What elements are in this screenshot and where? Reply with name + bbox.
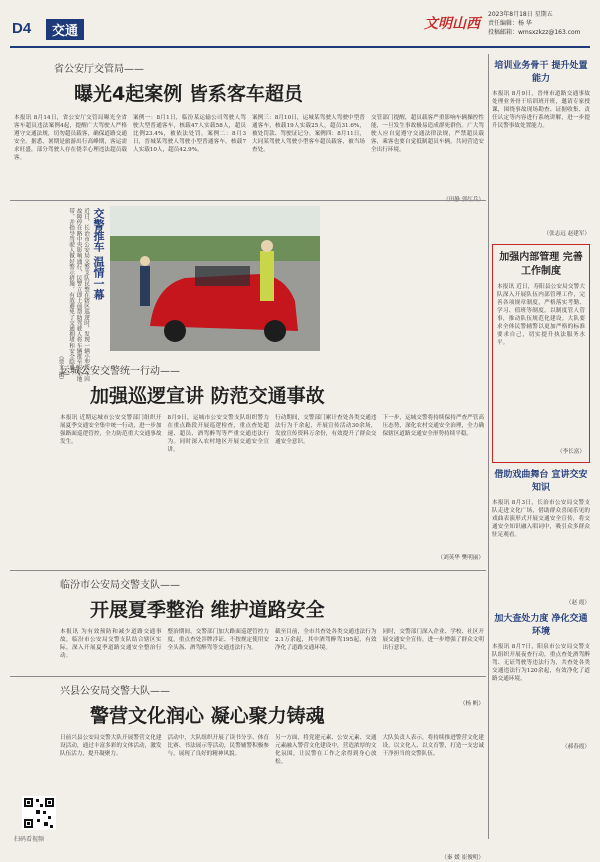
brief-title: 借助戏曲舞台 宣讲交安知识 [494,470,588,493]
story-column: 本报讯 8月14日，省公安厅交管局曝光全省客车超员违法案例4起，提醒广大驾驶人严格遵守交通法规，切勿超员载客，确保道路交通安全。据悉，暑期是旅游出行高峰期，客运需求旺盛，部分驾驶人存在侥幸心理违法超员载客。 [14,115,127,161]
story-byline: （田静 郭红兵） [443,197,484,203]
brief-byline: （张志远 赵建军） [543,231,590,237]
story-column: 另一方面，将党建元素、公安元素、交通元素融入警营文化建设中，营造浓厚的文化氛围，让民警在工作之余得到身心放松。 [275,735,377,765]
story-column: 案例一：8月1日，临汾某运输公司驾驶人驾驶大型普通客车，核载47人实载58人，超员比例23.4%，被依法处罚。案例二：8月3日，晋城某驾驶人驾驶小型普通客车，核载7人实载10人，超员42.9%。 [133,115,246,153]
section-tag: 交通 [46,19,84,40]
story-column: 活动中，大队组织开展了读书分享、体育比赛、书法展示等活动，民警辅警积极参与，展现了良好的精神风貌。 [167,735,269,757]
page-header [0,0,600,48]
story-kicker: 省公安厅交管局—— [54,64,144,75]
header-rule [10,46,590,48]
story-column: 日前兴县公安局交警大队开展警营文化建设活动，通过丰富多彩的文体活动，激发队伍活力，提升凝聚力。 [60,735,162,757]
story-headline: 开展夏季整治 维护道路安全 [90,599,325,621]
story-case-exposure [14,60,484,204]
brief-enforcement [492,613,590,751]
story-column: 交管部门提醒，超员载客严重影响车辆操控性能，一旦发生事故极易造成群死群伤。广大驾驶人应自觉遵守交通法律法规，严禁超员载客，乘客也要自觉抵制超员车辆，共同营造安全出行环境。 [371,115,484,153]
photo-caption [40,208,105,383]
story-column: 本报讯 近期运城市公安交警部门组织开展夏季交通安全集中统一行动，进一步加强路面巡逻管控，全力防范重大交通事故发生。 [60,415,162,445]
story-column: 大队负责人表示，将持续推进警营文化建设，以文化人、以文育警，打造一支忠诚干净担当的交警队伍。 [382,735,484,757]
story-column: 本报讯 为有效预防和减少道路交通事故，临汾市公安局交警支队结合辖区实际，深入开展夏季道路交通安全整治行动。 [60,629,162,659]
story-column: 案例三：8月10日，运城某驾驶人驾驶中型普通客车，核载19人实载25人，超员31.6%，被处罚款、驾驶证记分。案例四：8月11日，大同某驾驶人驾驶小型客车超员载客，被当场查处。 [252,115,365,153]
story-kicker: 兴县公安局交警大队—— [60,686,170,697]
story-headline: 警营文化润心 凝心聚力铸魂 [90,705,325,727]
story-column: 同时，交警部门深入企业、学校、社区开展交通安全宣传，进一步增强了群众文明出行意识。 [382,629,484,651]
story-column: 8月9日，运城市公安交警支队组织警力在重点路段开展巡逻检查，重点查处超速、超员、酒驾醉驾等严重交通违法行为。同时深入农村地区开展交通安全宣讲。 [167,415,269,453]
story-police-culture [60,682,484,862]
box-byline: （李长富） [557,449,585,455]
news-photo-red-car [110,206,320,351]
masthead-logo: 文明山西 [424,16,480,32]
qr-code-icon[interactable] [22,796,56,830]
photo-caption-text: 近日，长治市公安局交警支队民警在辖区巡逻时，发现一辆小型轿车因故障停在路中央影响通行，民警立即上前帮助驾驶人将车辆推至安全地带，并指导驾驶人做好警示措施，有效避免了交通拥堵和安全隐患。 [68,208,89,382]
story-byline: （秦 媛 崔俊明） [441,855,484,861]
story-column: 行动期间，交警部门累计查处各类交通违法行为千余起，开展宣传活动30余场，发放宣传资料万余份，有效提升了群众交通安全意识。 [275,415,377,445]
box-body: 本报讯 近日，寿阳县公安局交警大队深入开展队伍内部管理工作，完善各项规章制度，严格落实考勤、学习、值班等制度，以制度管人管事，推动队伍规范化建设。大队要求全体民警辅警以更加严格的标准要求自己，切实提升执法服务水平。 [497,284,585,346]
brief-body: 本报讯 8月9日，晋州市道路交通事故处理业务骨干培训班开班，邀请专家授课，围绕事故现场勘查、证据收集、责任认定等内容进行系统讲解，进一步提升民警事故处置能力。 [492,91,590,129]
story-byline: （刘英华 樊明丽） [437,555,484,561]
brief-byline: （郝春霞） [562,744,590,750]
story-column: 下一步，运城交警将持续保持严查严管高压态势，深化农村交通安全治理，全力确保辖区道路交通安全形势持续平稳。 [382,415,484,437]
story-column: 整治期间，交警部门加大路面巡逻管控力度，重点查处涉牌涉证、不按规定使用安全头盔、酒驾醉驾等交通违法行为。 [167,629,269,651]
photo-caption-title: 交警推车 温情一幕 [92,208,105,300]
brief-body: 本报讯 8月3日，长治市公安局交警支队走进文化广场，借助群众喜闻乐见的戏曲表演形式开展交通安全宣传，将交通安全知识融入唱词中，吸引众多群众驻足观看。 [492,500,590,538]
story-headline: 加强巡逻宣讲 防范交通事故 [90,385,325,407]
section-divider [10,570,486,571]
brief-training [492,60,590,238]
section-divider [10,676,486,677]
box-title: 加强内部管理 完善工作制度 [499,252,583,277]
column-divider [488,54,489,839]
story-patrol [60,362,484,562]
photo-credit: （贾文 摄） [57,353,64,383]
story-byline: （杨 帆） [459,701,484,707]
page-number: D4 [12,20,32,37]
brief-byline: （赵 霞） [565,600,590,606]
story-kicker: 运城公安交警统一行动—— [60,366,180,377]
brief-body: 本报讯 8月7日，阳泉市公安局交警支队组织开展夜查行动，重点查处酒驾醉驾、无证驾驶等违法行为，共查处各类交通违法行为120余起，有效净化了道路交通环境。 [492,644,590,682]
right-column [492,60,590,751]
section-divider [10,200,486,201]
brief-title: 培训业务骨干 提升处置能力 [494,61,588,84]
boxed-brief-management [492,244,590,463]
brief-opera [492,469,590,607]
brief-title: 加大查处力度 净化交通环境 [494,614,588,637]
dateline: 2023年8月18日 星期五 责任编辑：杨 华 投稿邮箱：wmsxzkzz@163.com [488,11,581,36]
story-column: 截至目前，全市共查处各类交通违法行为2.1万余起，其中酒驾醉驾195起，有效净化了道路交通环境。 [275,629,377,651]
qr-label: 扫码看视频 [14,836,45,843]
story-kicker: 临汾市公安局交警支队—— [60,580,180,591]
story-headline: 曝光4起案例 皆系客车超员 [74,83,303,105]
